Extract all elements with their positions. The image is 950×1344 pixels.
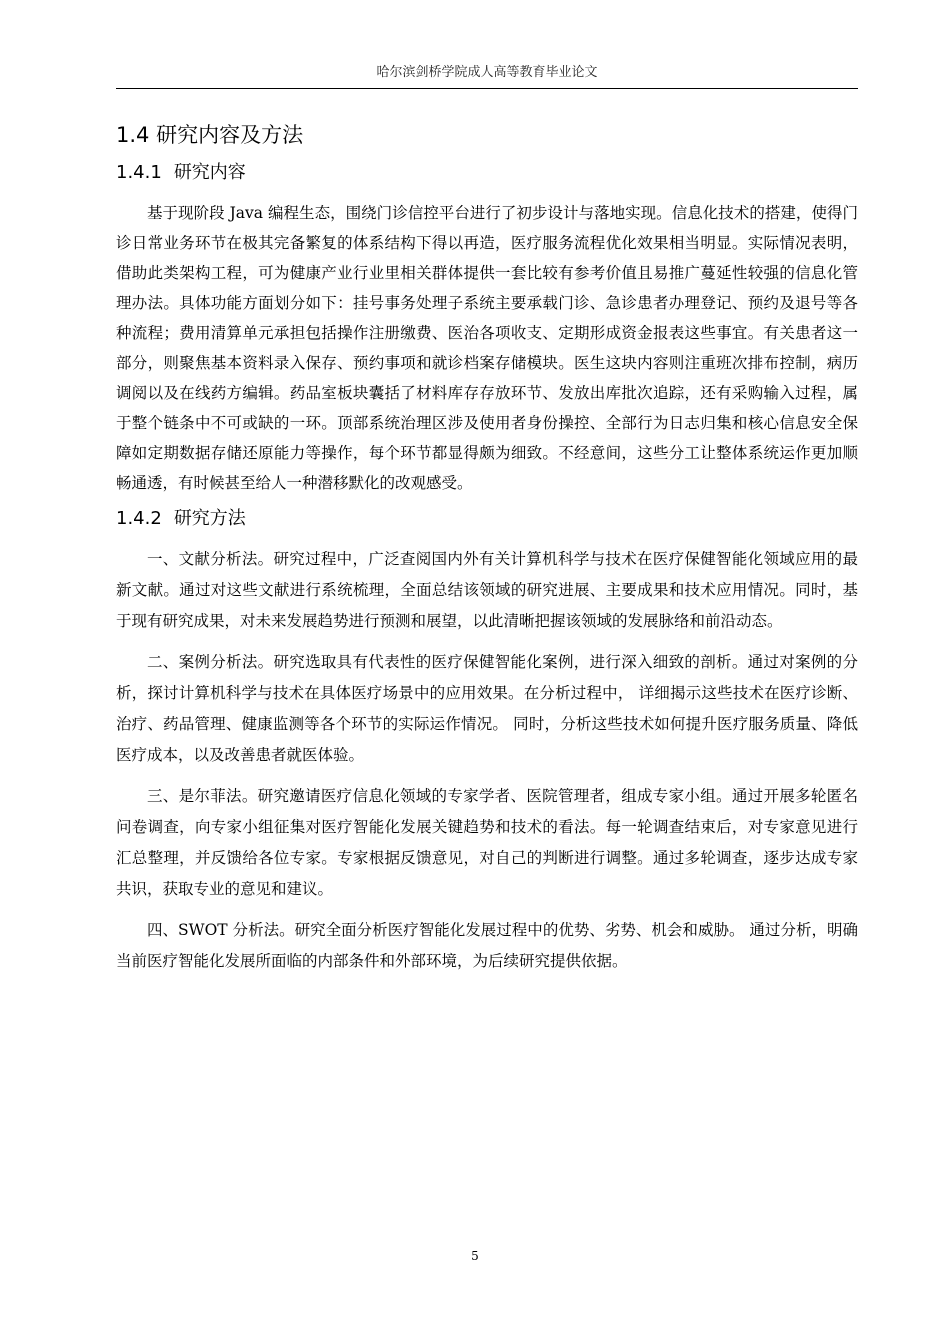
subsection-title-research-methods — [116, 506, 858, 544]
subsection-number: 1.4.1 — [116, 162, 162, 183]
page-number: 5 — [471, 1249, 479, 1263]
paragraph-research-content: 基于现阶段 Java 编程生态，围绕门诊信控平台进行了初步设计与落地实现。信息化技术的搭建，使得门诊日常业务环节在极其完备繁复的体系结构下得以再造，医疗服务流程优化效果相当明显。实际情况表明，借助此类架构工程，可为健康产业行业里相关群体提供一套比较有参考价值且易推广蔓延性较强的信息化管理办法。具体功能方面划分如下：挂号事务处理子系统主要承载门诊、急诊患者办理登记、预约及退号等各种流程；费用清算单元承担包括操作注册缴费、医治各项收支、定期形成资金报表这些事宜。有关患者这一部分，则聚焦基本资料录入保存、预约事项和就诊档案存储模块。医生这块内容则注重班次排布控制，病历调阅以及在线药方编辑。药品室板块囊括了材料库存存放环节、发放出库批次追踪，还有采购输入过程，属于整个链条中不可或缺的一环。顶部系统治理区涉及使用者身份操控、全部行为日志归集和核心信息安全保障如定期数据存储还原能力等操作，每个环节都显得颇为细致。不经意间，这些分工让整体系统运作更加顺畅通透，有时候甚至给人一种潜移默化的改观感受。 — [116, 204, 858, 492]
subsection-number: 1.4.2 — [116, 508, 162, 529]
paragraph-method-literature: 一、文献分析法。研究过程中，广泛查阅国内外有关计算机科学与技术在医疗保健智能化领域应用的最新文献。通过对这些文献进行系统梳理，全面总结该领域的研究进展、主要成果和技术应用情况。同时，基于现有研究成果，对未来发展趋势进行预测和展望，以此清晰把握该领域的发展脉络和前沿动态。 — [116, 550, 858, 630]
header-rule — [116, 88, 858, 89]
paragraph-method-delphi: 三、是尔菲法。研究邀请医疗信息化领域的专家学者、医院管理者，组成专家小组。通过开展多轮匿名问卷调查，向专家小组征集对医疗智能化发展关键趋势和技术的看法。每一轮调查结束后，对专家意见进行汇总整理，并反馈给各位专家。专家根据反馈意见，对自己的判断进行调整。通过多轮调查，逐步达成专家共识，获取专业的意见和建议。 — [116, 787, 858, 898]
subsection-title-research-content — [116, 160, 858, 198]
paragraph-method-swot: 四、SWOT 分析法。研究全面分析医疗智能化发展过程中的优势、劣势、机会和威胁。 通过分析，明确当前医疗智能化发展所面临的内部条件和外部环境，为后续研究提供依据。 — [116, 921, 858, 970]
page-content — [116, 120, 858, 977]
section-title: 1.4 研究内容及方法 — [116, 123, 304, 147]
paragraph-method-case-study: 二、案例分析法。研究选取具有代表性的医疗保健智能化案例，进行深入细致的剖析。通过对案例的分析，探讨计算机科学与技术在具体医疗场景中的应用效果。在分析过程中， 详细揭示这些技术在医疗诊断、治疗、药品管理、健康监测等各个环节的实际运作情况。 同时，分析这些技术如何提升医疗服务质量、降低医疗成本，以及改善患者就医体验。 — [116, 653, 858, 764]
subsection-title-text: 研究内容 — [173, 162, 246, 183]
subsection-title-text: 研究方法 — [173, 508, 246, 529]
running-header: 哈尔滨剑桥学院成人高等教育毕业论文 — [376, 65, 598, 80]
